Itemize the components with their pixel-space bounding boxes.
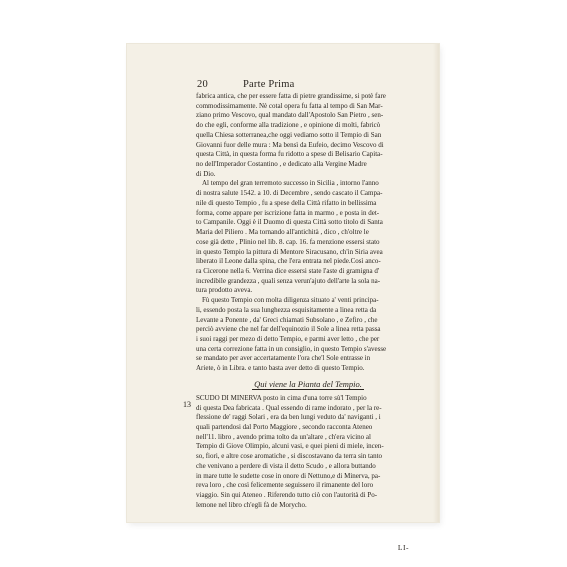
text-line: Tempio di Giove Olimpio, alcuni vasi, e quei pieni di miele, incen- — [196, 442, 384, 451]
text-line: di Dio. — [196, 169, 216, 178]
text-line: tura prodotto aveva. — [196, 286, 253, 295]
text-line: so, fiori, e altre cose aromatiche , si discostavano da terra sin tanto — [196, 452, 383, 461]
running-title: Parte Prima — [243, 79, 295, 90]
running-header — [197, 79, 294, 90]
text-line: Giovanni fuor delle mura : Ma bensì da Eufeio, decimo Vescovo di — [196, 140, 384, 149]
text-line: perciò avviene che nel far dell'equinozio il Sole a linea retta passa — [196, 325, 381, 334]
text-line: forma, come appare per iscrizione fatta in marmo , e posta in det- — [196, 208, 380, 217]
text-line: reva loro , che così felicemente seguissero il rimanente del loro — [196, 481, 374, 490]
page-edge-shadow — [433, 44, 439, 522]
paragraph-3 — [196, 296, 420, 374]
text-line: incredibile grandezza , quali senza verun'ajuto dell'arte la sola na- — [196, 276, 381, 285]
page-number: 20 — [197, 79, 208, 90]
text-line: quali partendosi dal Porto Maggiore , secondo racconta Ateneo — [196, 423, 373, 431]
marginal-note-number: 13 — [183, 400, 191, 409]
text-line: Fù questo Tempio con molta diligenza situato a' venti principa- — [202, 296, 379, 305]
text-line: fabrica antica, che per essere fatta di pietre grandissime, si potè fare — [196, 92, 386, 100]
text-line: di nostra salute 1542. a 10. di Decembre , sendo cascato il Campa- — [196, 189, 383, 198]
text-line: quella Chiesa sotterranea,che oggi vediamo sotto il Tempio di San — [196, 130, 382, 139]
text-line: ziano primo Vescovo, qual mandato dall'Apostolo San Pietro , sen- — [196, 111, 384, 120]
text-line: flessione de' raggi Solari , era da ben lungi veduto da' naviganti , i — [196, 413, 381, 422]
text-line: ra Cicerone nella 6. Verrina dice essersi state l'aste di gramigna d' — [196, 266, 380, 275]
catchword: LI- — [397, 543, 409, 552]
text-line: commodissimamente. Nè cotal opera fu fatta al tempo di San Mar- — [196, 101, 383, 110]
paragraph-4 — [196, 394, 420, 511]
text-line: Al tempo del gran terremoto successo in Sicilia , intorno l'anno — [202, 179, 379, 188]
text-line: Maria del Piliero . Ma tornando all'antichità , dico , ch'oltre le — [196, 228, 369, 237]
text-line: no dell'Imperador Costantino , e dedicato alla Vergine Madre — [196, 160, 367, 169]
section-heading — [196, 378, 420, 390]
text-line: li, essendo posta la sua lunghezza esquisitamente a linea retta da — [196, 305, 377, 314]
text-line: se mandato per aver accertatamente l'ora che'l Sole entrasse in — [196, 354, 371, 363]
text-line: questa Città, in questa forma fu ridotto a spese di Belisario Capita- — [196, 150, 383, 159]
text-line: Ariete, ò in Libra. e tanto basta aver detto di questo Tempio. — [196, 364, 365, 373]
text-line: che venivano a perdere di vista il detto Scudo , e allora buttando — [196, 461, 376, 470]
text-line: Levante a Ponente , da' Greci chiamati Subsolano , e Zefiro , che — [196, 315, 378, 324]
text-line: liberato il Leone dalla spina, che l'era entrata nel piede.Così anco- — [196, 257, 381, 266]
body-text — [196, 92, 420, 510]
text-line: in questo Tempio la pittura di Mentore Siracusano, ch'in Siria avea — [196, 247, 383, 256]
text-line: in mare tutte le sudette cose in onore di Nettuno,e di Minerva, pa- — [196, 471, 381, 480]
text-line: nile di questo Tempio , fu a spese della Città rifatto in bellissima — [196, 198, 377, 207]
text-line: i suoi raggi per mezo di detto Tempio, e parmi aver letto , che per — [196, 334, 380, 343]
text-line: to Campanile. Oggi è il Duomo di questa Città sotto titolo di Santa — [196, 218, 383, 227]
book-page — [127, 44, 439, 552]
text-line: SCUDO DI MINERVA posto in cima d'una torre sù'l Tempio — [196, 393, 367, 402]
paragraph-1 — [196, 92, 420, 179]
text-line: lemone nel libro ch'egli fà de Morycho. — [196, 500, 307, 509]
text-line: cose già dette , Plinio nel lib. 8. cap. 16. fa menzione essersi stato — [196, 237, 380, 246]
text-line: di questa Dea fabricata . Qual essendo di rame indorato , per la re- — [196, 403, 382, 412]
text-line: una certa correzione fatta in un consiglio, in questo Tempio s'avesse — [196, 344, 387, 353]
text-line: nell'11. libro , avendo prima tolto da un'altare , ch'era vicino al — [196, 432, 371, 441]
section-heading-text: Qui viene la Pianta del Tempio. — [254, 378, 362, 389]
text-line: viaggio. Sin qui Ateneo . Riferendo tutto ciò con l'autorità di Po- — [196, 491, 378, 500]
paragraph-2 — [196, 179, 420, 296]
text-line: do che egli, conforme alla tradizione , e opinione di molti, fabricò — [196, 121, 381, 130]
